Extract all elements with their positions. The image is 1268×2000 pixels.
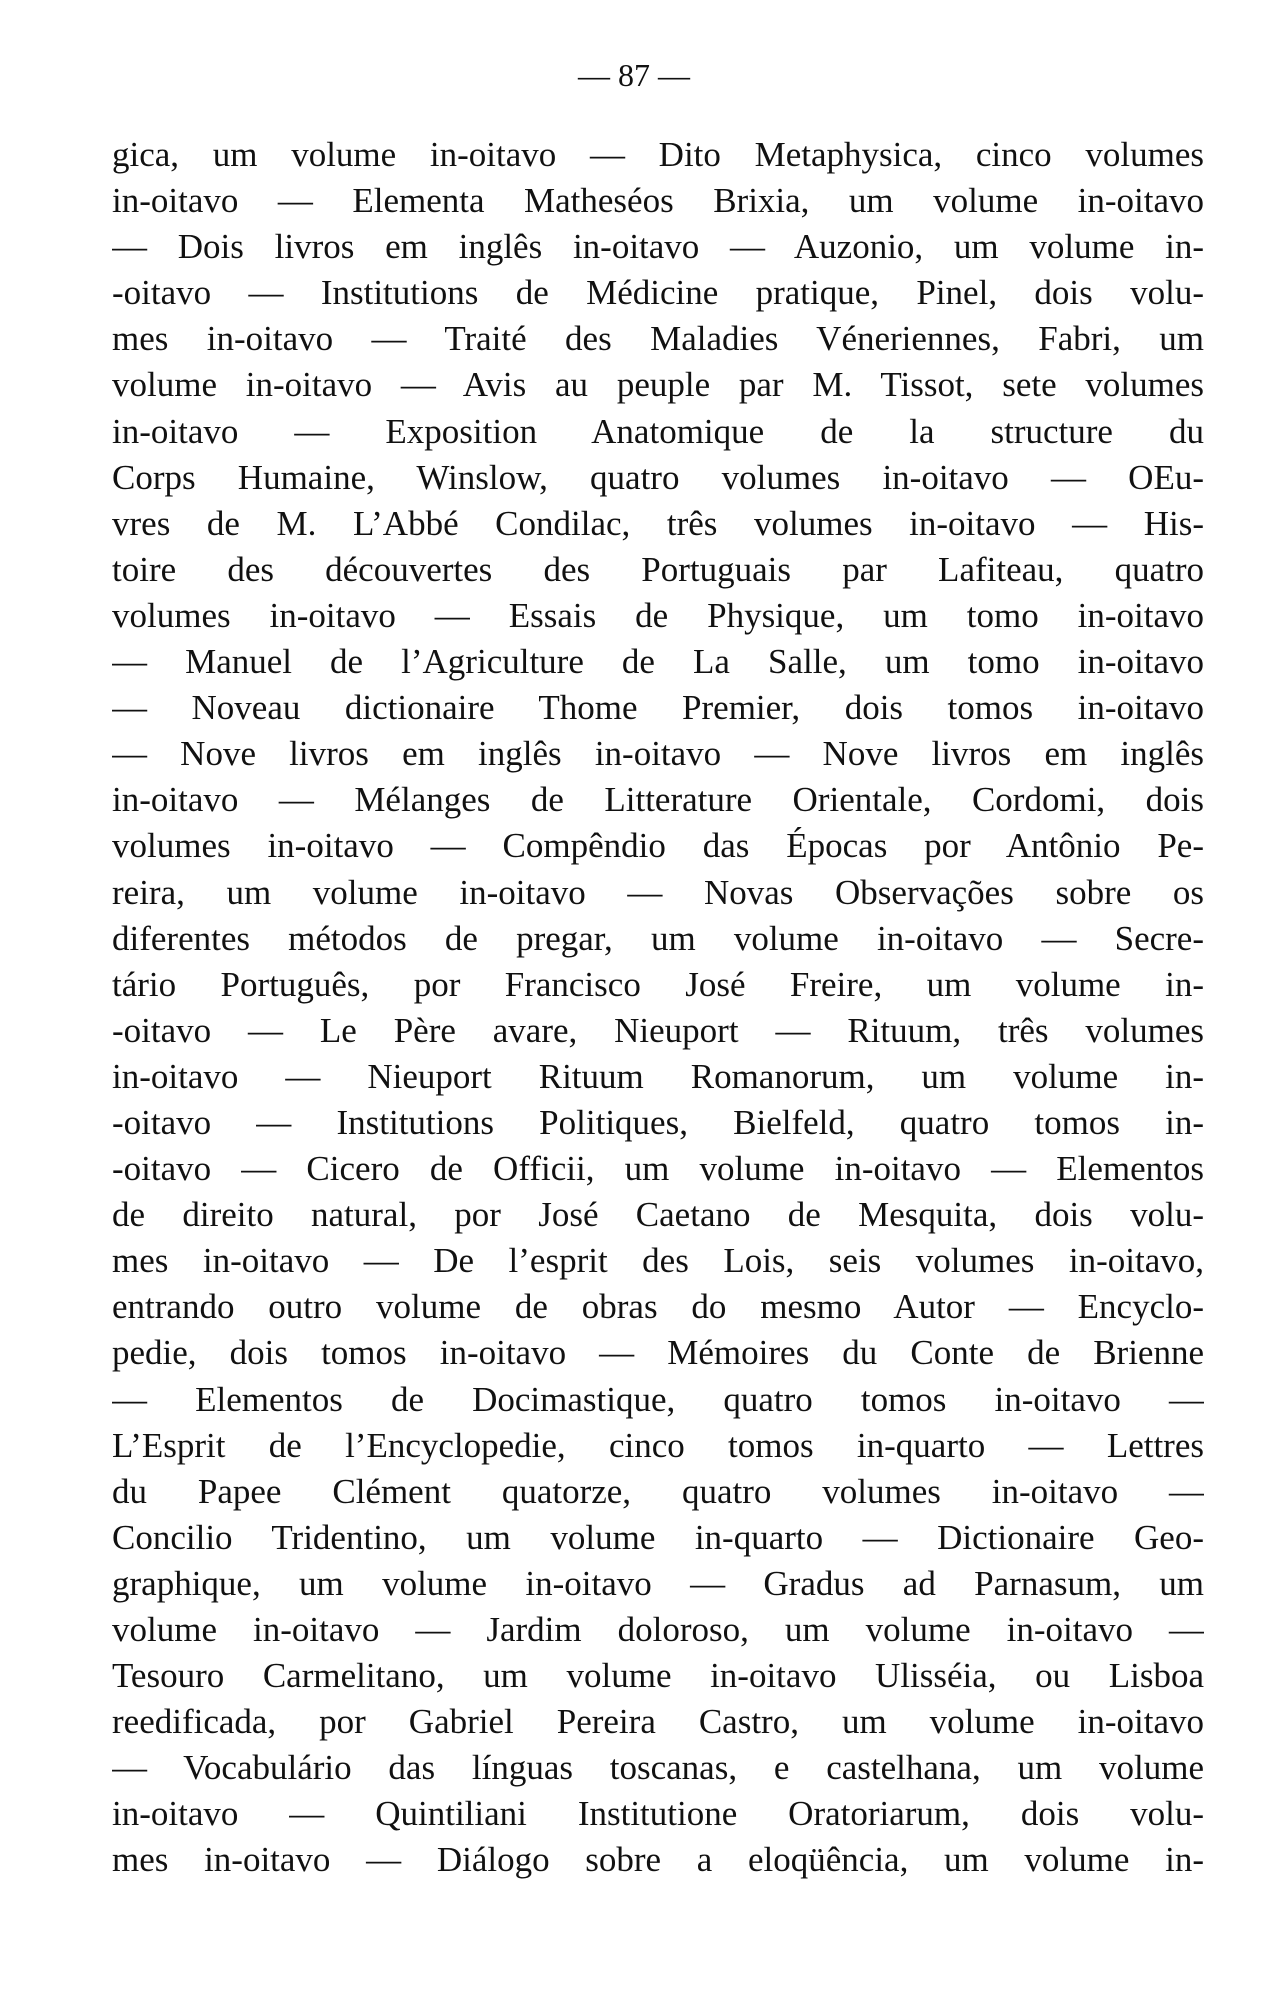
text-line: volume in-oitavo — Jardim doloroso, um volume in-oitavo — — [112, 1610, 1204, 1649]
text-line: in-oitavo — Quintiliani Institutione Oratoriarum, dois volu- — [112, 1794, 1204, 1834]
text-line: pedie, dois tomos in-oitavo — Mémoires du Conte de Brienne — [112, 1333, 1204, 1373]
text-line: — Elementos de Docimastique, quatro tomos in-oitavo — — [112, 1379, 1204, 1419]
text-line: — Vocabulário das línguas toscanas, e castelhana, um volume — [112, 1748, 1204, 1788]
text-line: de direito natural, por José Caetano de Mesquita, dois volu- — [112, 1195, 1204, 1235]
text-line: graphique, um volume in-oitavo — Gradus ad Parnasum, um — [112, 1563, 1204, 1603]
text-line: vres de M. L’Abbé Condilac, três volumes in-oitavo — His- — [112, 503, 1204, 543]
text-line: in-oitavo — Mélanges de Litterature Orientale, Cordomi, dois — [112, 780, 1204, 820]
page-number: — 87 — — [578, 57, 690, 93]
text-line: Concilio Tridentino, um volume in-quarto — Dictionaire Geo- — [112, 1517, 1204, 1557]
text-line: mes in-oitavo — De l’esprit des Lois, seis volumes in-oitavo, — [112, 1241, 1204, 1281]
text-line: entrando outro volume de obras do mesmo Autor — Encyclo- — [112, 1287, 1204, 1327]
text-line: -oitavo — Cicero de Officii, um volume in-oitavo — Elementos — [112, 1149, 1204, 1189]
body-text — [112, 132, 1204, 1884]
text-line: mes in-oitavo — Traité des Maladies Véneriennes, Fabri, um — [112, 319, 1204, 359]
text-line: gica, um volume in-oitavo — Dito Metaphysica, cinco volumes — [112, 135, 1204, 174]
text-line: Tesouro Carmelitano, um volume in-oitavo Ulisséia, ou Lisboa — [112, 1656, 1204, 1696]
text-line: -oitavo — Institutions de Médicine pratique, Pinel, dois volu- — [112, 273, 1204, 313]
text-line: reedificada, por Gabriel Pereira Castro, um volume in-oitavo — [112, 1702, 1204, 1742]
text-line: — Dois livros em inglês in-oitavo — Auzonio, um volume in- — [112, 227, 1204, 267]
text-line: tário Português, por Francisco José Freire, um volume in- — [112, 964, 1204, 1004]
text-line: L’Esprit de l’Encyclopedie, cinco tomos in-quarto — Lettres — [112, 1425, 1204, 1465]
text-line: diferentes métodos de pregar, um volume in-oitavo — Secre- — [112, 918, 1204, 958]
text-line: Corps Humaine, Winslow, quatro volumes in-oitavo — OEu- — [112, 457, 1204, 497]
text-line: — Noveau dictionaire Thome Premier, dois tomos in-oitavo — [112, 688, 1204, 728]
text-line: in-oitavo — Elementa Matheséos Brixia, um volume in-oitavo — [112, 181, 1204, 221]
text-line: -oitavo — Institutions Politiques, Bielfeld, quatro tomos in- — [112, 1102, 1204, 1142]
text-line: volumes in-oitavo — Compêndio das Épocas por Antônio Pe- — [112, 826, 1204, 866]
text-line: toire des découvertes des Portuguais par Lafiteau, quatro — [112, 549, 1204, 589]
text-line: volumes in-oitavo — Essais de Physique, um tomo in-oitavo — [112, 595, 1204, 635]
text-line: in-oitavo — Nieuport Rituum Romanorum, um volume in- — [112, 1056, 1204, 1096]
text-line: in-oitavo — Exposition Anatomique de la structure du — [112, 411, 1204, 451]
text-line: — Nove livros em inglês in-oitavo — Nove livros em inglês — [112, 734, 1204, 774]
text-line: volume in-oitavo — Avis au peuple par M. Tissot, sete volumes — [112, 365, 1204, 405]
text-line: -oitavo — Le Père avare, Nieuport — Rituum, três volumes — [112, 1010, 1204, 1050]
text-line: — Manuel de l’Agriculture de La Salle, um tomo in-oitavo — [112, 642, 1204, 682]
text-line: reira, um volume in-oitavo — Novas Observações sobre os — [112, 872, 1204, 912]
text-line: du Papee Clément quatorze, quatro volumes in-oitavo — — [112, 1471, 1204, 1511]
text-line: mes in-oitavo — Diálogo sobre a eloqüência, um volume in- — [112, 1840, 1204, 1880]
